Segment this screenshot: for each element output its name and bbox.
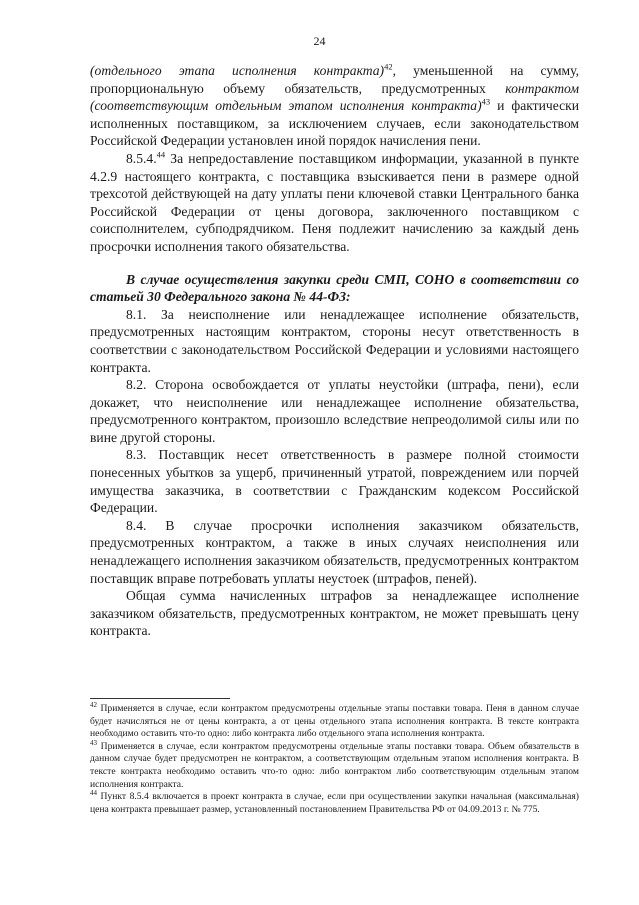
footnote-ref[interactable]: 44 [156,149,166,160]
paragraph-penalty-continuation: (отдельного этапа исполнения контракта)$^{42}$, уменьшенной на сумму, пропорциональную объему обязательств, предусмотренных контрактом (соответствующим отдельным этапом исполнения контракта)$^{43}$ и фактически исполненных поставщиком, за исключением случаев, если законодательством Российской Федерации установлен иной порядок начисления пени. [90,61,579,149]
footnote-ref[interactable]: 42 [384,61,393,72]
paragraph-8-2: 8.2. Сторона освобождается от уплаты неустойки (штрафа, пени), если докажет, что неисполнение или ненадлежащее исполнение обязательства, предусмотренного контрактом, произошло вследствие непреодолимой силы или по вине другой стороны. [90,377,579,445]
paragraph-8-4: 8.4. В случае просрочки исполнения заказчиком обязательств, предусмотренных контрактом, а также в иных случаях неисполнения или ненадлежащего исполнения заказчиком обязательств, предусмотренных контрактом поставщик вправе потребовать уплаты неустоек (штрафов, пеней). [90,517,579,586]
paragraph-8-5-4: 8.5.4.44 За непредоставление поставщиком информации, указанной в пункте 4.2.9 настоящего контракта, с поставщика взыскивается пени в размере одной трехсотой действующей на дату уплаты пени ключевой ставки Центрального банка Российской Федерации от цены договора, заключенного поставщиком с соисполнителем, субподрядчиком. Пеня подлежит начислению за каждый день просрочки исполнения такого обязательства. [90,149,579,254]
footnote-44: $^{44}$ Пункт 8.5.4 включается в проект контракта в случае, если при осуществлении закупки начальная (максимальная) цена контракта превышает размер, установленный постановлением Правительства РФ от 04.09.2013 г. № 775. [90,788,579,815]
italic-phrase: (отдельного этапа исполнения контракта) [90,63,385,78]
footnote-ref[interactable]: 43 [481,96,491,107]
footnote-43: $^{43}$ Применяется в случае, если контрактом предусмотрены отдельные этапы поставки товара. Объем обязательств в данном случае будет предусмотрен не контрактом, а соответствующим отдельным этапом исполнения контракта. В тексте контракта необходимо оставить что-то одно: либо контрактом либо соответствующим отдельным этапом исполнения контракта. [90,738,579,790]
paragraph-total-fines: Общая сумма начисленных штрафов за ненадлежащее исполнение заказчиком обязательств, предусмотренных контрактом, не может превышать цену контракта. [90,588,579,639]
footnote-42: $^{42}$ Применяется в случае, если контрактом предусмотрены отдельные этапы поставки товара. Пеня в данном случае будет начисляться не от цены контракта, а от цены отдельного этапа исполнения контракта. В тексте контракта необходимо оставить что-то одно: либо контракта либо отдельного этапа исполнения контракта. [90,700,579,740]
footnotes [90,700,579,816]
paragraph-8-1: 8.1. За неисполнение или ненадлежащее исполнение обязательств, предусмотренных настоящим контрактом, стороны несут ответственность в соответствии с законодательством Российской Федерации и условиями настоящего контракта. [90,306,579,375]
italic-phrase: контрактом (соответствующим отдельным этапом исполнения контракта) [90,80,579,114]
section-heading: В случае осуществления закупки среди СМП, СОНО в соответствии со статьей 30 Федерального закона № 44-ФЗ: [90,271,579,305]
paragraph-8-3: 8.3. Поставщик несет ответственность в размере полной стоимости понесенных убытков за ущерб, причиненный утратой, повреждением или порчей имущества заказчика, в соответствии с Гражданским кодексом Российской Федерации. [90,447,579,516]
footnote-divider [90,698,230,699]
document-body [90,62,579,640]
page-number: 24 [313,34,326,48]
